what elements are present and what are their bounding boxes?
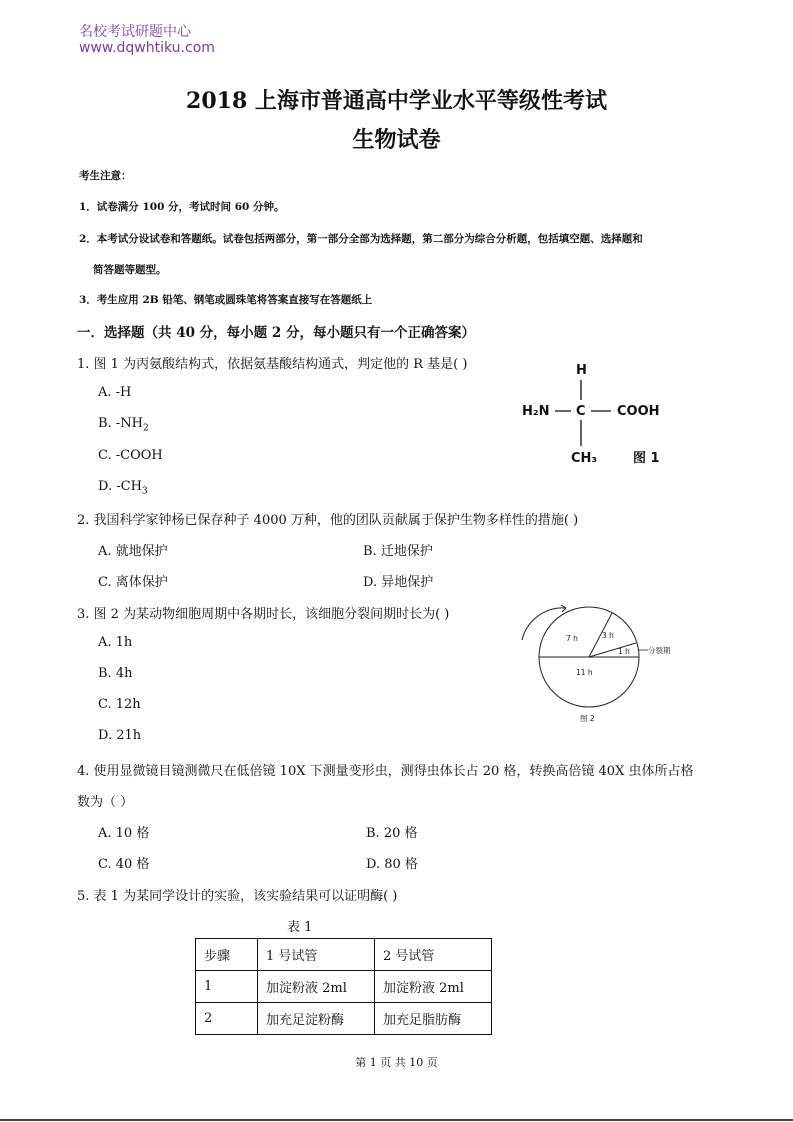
q3-option-b[interactable]: B. 4h — [98, 666, 133, 681]
table-header-row — [196, 939, 492, 971]
fig1-top-h: H — [576, 363, 587, 378]
experiment-table — [195, 938, 492, 1035]
table-row — [196, 1003, 492, 1035]
section-heading: 一．选择题（共 40 分，每小题 2 分，每小题只有一个正确答案） — [77, 325, 475, 341]
q2-stem: 2. 我国科学家钟杨已保存种子 4000 万种，他的团队贡献属于保护生物多样性的措施( ) — [77, 513, 579, 528]
notice-heading: 考生注意： — [79, 170, 132, 182]
q1-stem: 1. 图 1 为丙氨酸结构式，依据氨基酸结构通式，判定他的 R 基是( ) — [77, 357, 468, 372]
table-cell: 加淀粉液 2ml — [375, 971, 492, 1003]
footer-prefix: 第 — [355, 1056, 367, 1069]
table-header-cell: 步骤 — [196, 939, 258, 971]
notice-item-1: 1．试卷满分 100 分，考试时间 60 分钟。 — [79, 201, 285, 213]
exam-title: 2018 上海市普通高中学业水平等级性考试 — [186, 88, 607, 114]
q1-option-a[interactable]: A. -H — [98, 385, 132, 400]
fig1-left-group: H₂N — [522, 404, 550, 419]
fig2-phase-label: 分裂期 — [648, 646, 671, 655]
notice-item-3: 3．考生应用 2B 铅笔、钢笔或圆珠笔将答案直接写在答题纸上 — [79, 294, 373, 306]
table-row — [196, 971, 492, 1003]
q3-option-c[interactable]: C. 12h — [98, 697, 141, 712]
figure-2-cell-cycle — [514, 600, 684, 730]
fig2-caption: 图 2 — [580, 714, 595, 723]
fig1-right-group: COOH — [617, 404, 660, 419]
q4-option-c[interactable]: C. 40 格 — [98, 857, 150, 872]
q1-option-d[interactable]: D. $-CH_3$ — [98, 479, 148, 497]
table-cell: 1 — [196, 971, 258, 1003]
figure-1-alanine — [515, 358, 675, 470]
site-url[interactable]: www.dqwhtiku.com — [79, 40, 215, 56]
q3-option-d[interactable]: D. 21h — [98, 728, 142, 743]
q1-option-c[interactable]: C. -COOH — [98, 448, 163, 463]
q4-stem-line1: 4. 使用显微镜目镜测微尺在低倍镜 10X 下测量变形虫，测得虫体长占 20 格，转换高倍镜 40X 虫体所占格 — [77, 764, 694, 779]
footer-middle: 页 共 — [380, 1056, 406, 1069]
page-bottom-divider — [0, 1119, 793, 1121]
page-footer — [0, 1054, 793, 1070]
q3-option-a[interactable]: A. 1h — [98, 635, 133, 650]
notice-item-2-cont: 简答题等题型。 — [93, 264, 167, 276]
q1-option-b[interactable]: B. $-NH_2$ — [98, 416, 149, 434]
notice-item-2: 2．本考试分设试卷和答题纸。试卷包括两部分，第一部分全部为选择题，第二部分为综合分析题，包括填空题、选择题和 — [79, 233, 643, 245]
q5-stem: 5. 表 1 为某同学设计的实验，该实验结果可以证明酶( ) — [77, 889, 398, 904]
table-cell: 加充足脂肪酶 — [375, 1003, 492, 1035]
q4-option-a[interactable]: A. 10 格 — [98, 826, 150, 841]
q2-option-b[interactable]: B. 迁地保护 — [363, 544, 433, 559]
q3-stem: 3. 图 2 为某动物细胞周期中各期时长，该细胞分裂间期时长为( ) — [77, 607, 450, 622]
exam-subtitle: 生物试卷 — [352, 127, 441, 153]
q4-option-d[interactable]: D. 80 格 — [366, 857, 418, 872]
q4-stem-line2: 数为（ ） — [77, 795, 134, 810]
q4-option-b[interactable]: B. 20 格 — [366, 826, 418, 841]
table-1-caption: 表 1 — [287, 920, 313, 935]
footer-page-number: 1 — [369, 1056, 377, 1069]
q2-option-d[interactable]: D. 异地保护 — [363, 575, 434, 590]
footer-suffix: 页 — [426, 1056, 438, 1069]
fig2-label-1h: 1 h — [618, 647, 630, 656]
fig2-label-11h: 11 h — [576, 668, 593, 677]
table-header-cell: 1 号试管 — [258, 939, 375, 971]
footer-total-pages: 10 — [409, 1056, 424, 1069]
site-name: 名校考试研题中心 — [79, 24, 191, 40]
q2-option-c[interactable]: C. 离体保护 — [98, 575, 168, 590]
table-cell: 加淀粉液 2ml — [258, 971, 375, 1003]
fig1-bottom-group: CH₃ — [571, 451, 598, 466]
table-cell: 加充足淀粉酶 — [258, 1003, 375, 1035]
fig2-arrow-head-icon — [561, 605, 566, 612]
table-header-cell: 2 号试管 — [375, 939, 492, 971]
q2-option-a[interactable]: A. 就地保护 — [98, 544, 168, 559]
fig2-label-3h: 3 h — [602, 631, 614, 640]
fig2-label-7h: 7 h — [566, 634, 578, 643]
table-cell: 2 — [196, 1003, 258, 1035]
fig1-caption: 图 1 — [633, 451, 660, 466]
fig1-center-c: C — [576, 404, 586, 419]
